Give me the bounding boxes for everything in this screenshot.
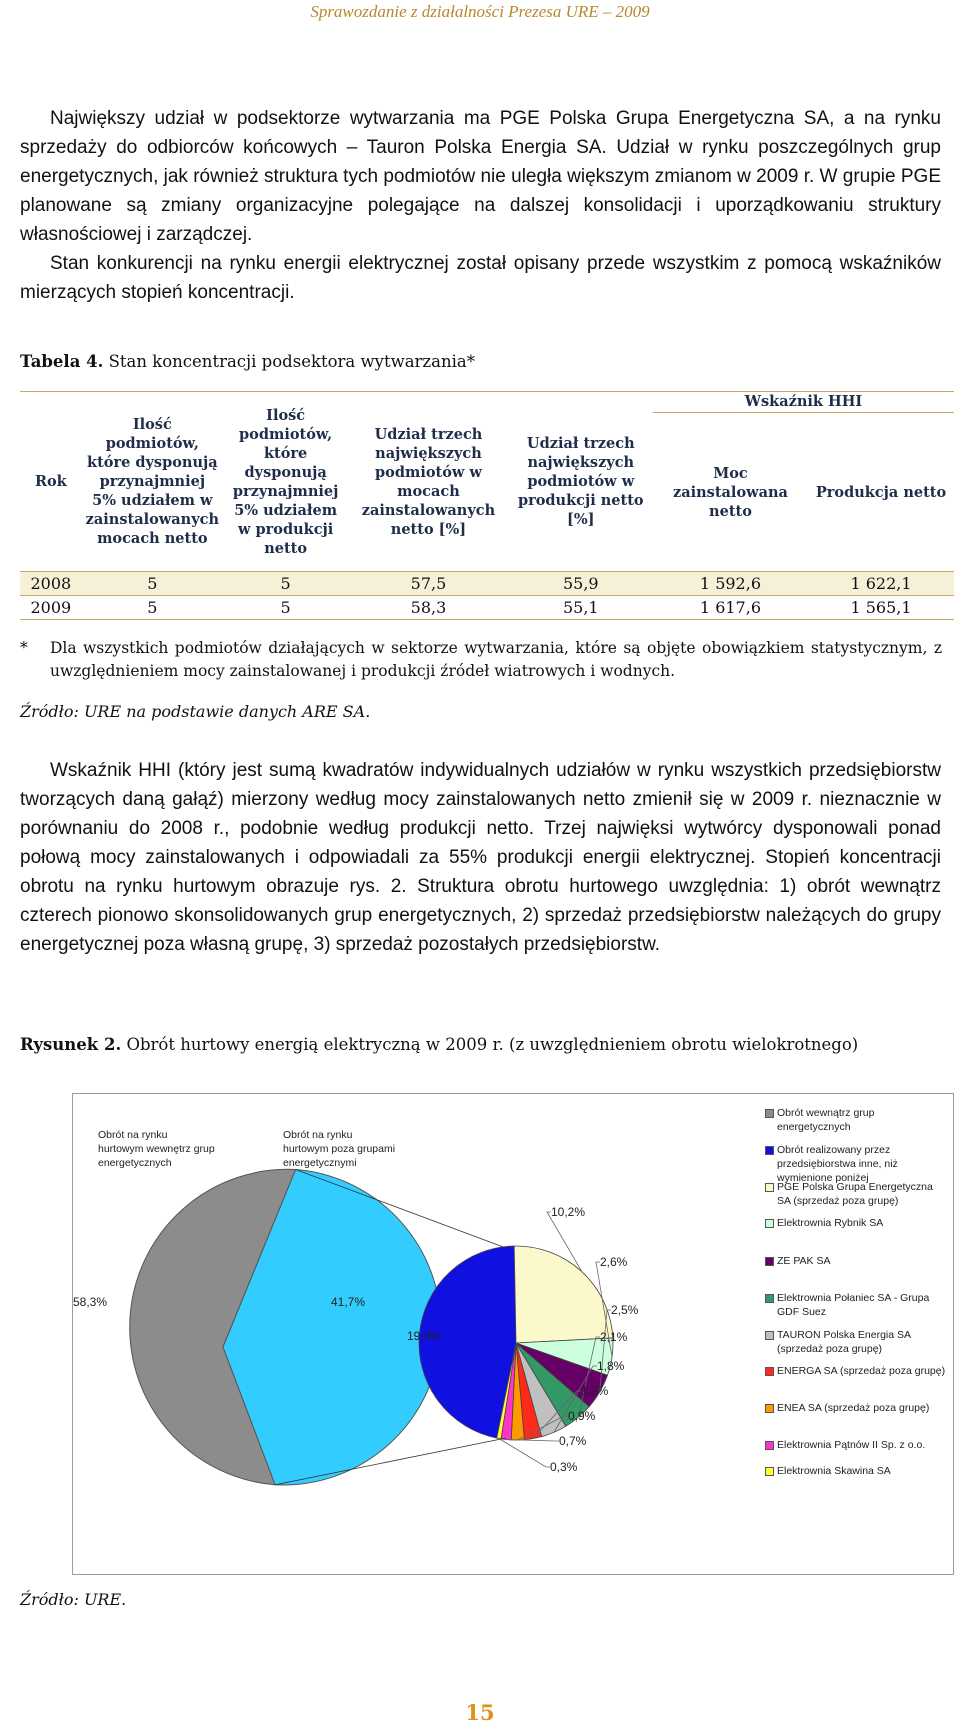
intro-paragraph-2: Stan konkurencji na rynku energii elektrycznej został opisany przede wszystkim z pomocą wskaźników mierzących stopień koncentracji.: [20, 253, 941, 303]
legend-swatch: [765, 1331, 774, 1340]
table-footnote: [20, 637, 942, 683]
legend-item: [777, 1180, 947, 1208]
main-pie-label-outside: 41,7%: [331, 1295, 366, 1309]
legend-label: Elektrownia Pątnów II Sp. z o.o.: [777, 1439, 926, 1451]
header-col1: Ilość podmiotów, które dysponują przynajmniej 5% udziałem w zainstalowanych mocach netto: [82, 392, 223, 572]
legend-swatch: [765, 1367, 774, 1376]
legend-item: [777, 1364, 947, 1378]
sub-pie-label: 0,9%: [568, 1409, 596, 1423]
legend-swatch: [765, 1219, 774, 1228]
cell: 1 617,6: [653, 596, 808, 620]
legend-item: [777, 1291, 947, 1319]
footnote-mark: *: [20, 639, 28, 657]
legend-swatch: [765, 1109, 774, 1118]
main-pie-annotation-outside: Obrót na rynku hurtowym poza grupami energetycznymi: [283, 1129, 396, 1169]
legend-label: Obrót realizowany przez przedsiębiorstwa inne, niż wymienione poniżej: [777, 1144, 898, 1184]
legend-item: [777, 1254, 947, 1268]
table-row: [20, 572, 954, 596]
legend-swatch: [765, 1294, 774, 1303]
body-paragraph: Wskaźnik HHI (który jest sumą kwadratów indywidualnych udziałów w rynku wszystkich przedsiębiorstw tworzących daną gałąź) mierzony według mocy zainstalowanych netto zmienił się w 2009 r. nieznacznie w porównaniu do 2008 r., podobnie według produkcji netto. Trzej najwięksi wytwórcy dysponowali ponad połową mocy zainstalowanych i odpowiadali za 55% produkcji energii elektrycznej. Stopień koncentracji obrotu na rynku hurtowym obrazuje rys. 2. Struktura obrotu hurtowego uwzględnia: 1) obrót wewnątrz czterech pionowo skonsolidowanych grup energetycznych, 2) sprzedaż przedsiębiorstw należących do grupy energetycznej poza własną grupę, 3) sprzedaż pozostałych przedsiębiorstw.: [20, 760, 941, 955]
cell: 5: [82, 596, 223, 620]
legend-label: Obrót wewnątrz grup energetycznych: [777, 1107, 875, 1133]
header-col3: Udział trzech największych podmiotów w mocach zainstalowanych netto [%]: [348, 392, 508, 572]
legend-item: [777, 1328, 947, 1356]
table-header-row: [20, 392, 954, 413]
sub-pie-label: 1,8%: [597, 1359, 625, 1373]
table-caption: [20, 352, 475, 371]
cell: 5: [82, 572, 223, 596]
sub-pie-leader-line: [499, 1438, 550, 1467]
sub-pie-label: 2,6%: [600, 1255, 628, 1269]
cell: 58,3: [348, 596, 508, 620]
cell: 2008: [20, 572, 82, 596]
legend-swatch: [765, 1183, 774, 1192]
legend-swatch: [765, 1467, 774, 1476]
cell: 55,9: [509, 572, 653, 596]
legend-label: ENERGA SA (sprzedaż poza grupę): [777, 1365, 946, 1377]
sub-pie-slice: [514, 1246, 613, 1343]
page-number: 15: [465, 1700, 495, 1725]
sub-pie-label: 2,1%: [600, 1330, 628, 1344]
intro-text: [20, 104, 941, 307]
legend-swatch: [765, 1404, 774, 1413]
sub-pie-label: 0,3%: [550, 1460, 578, 1474]
main-pie-label-within: 58,3%: [73, 1295, 108, 1309]
body-text: [20, 756, 941, 959]
main-pie-annotation-within: Obrót na rynku hurtowym wewnętrz grup energetycznych: [98, 1129, 215, 1169]
running-header: Sprawozdanie z działalności Prezesa URE – 2009: [310, 2, 650, 21]
cell: 2009: [20, 596, 82, 620]
sub-pie-label: 2,5%: [611, 1303, 639, 1317]
legend-label: ZE PAK SA: [777, 1255, 831, 1267]
legend-label: ENEA SA (sprzedaż poza grupę): [777, 1402, 930, 1414]
intro-paragraph-1: Największy udział w podsektorze wytwarzania ma PGE Polska Grupa Energetyczna SA, a na rynku sprzedaży do odbiorców końcowych – Tauron Polska Energia SA. Udział w rynku poszczególnych grup energetycznych, jak również struktura tych podmiotów nie uległa większym zmianom w 2009 r. W grupie PGE planowane są zmiany organizacyjne polegające na dalszej konsolidacji i uporządkowaniu struktury własnościowej i zarządczej.: [20, 108, 941, 245]
legend-item: [777, 1464, 947, 1478]
figure-caption-text: Obrót hurtowy energią elektryczną w 2009 r. (z uwzględnieniem obrotu wielokrotnego): [121, 1035, 859, 1054]
figure-source: Źródło: URE.: [20, 1590, 127, 1609]
legend-swatch: [765, 1441, 774, 1450]
legend-label: Elektrownia Rybnik SA: [777, 1217, 884, 1229]
legend-label: Elektrownia Połaniec SA - Grupa GDF Suez: [777, 1292, 930, 1318]
cell: 57,5: [348, 572, 508, 596]
legend-swatch: [765, 1146, 774, 1155]
wholesale-chart: [72, 1093, 954, 1575]
legend-item: [777, 1401, 947, 1415]
legend-item: [777, 1143, 947, 1185]
figure-caption: [20, 1035, 858, 1054]
table-caption-text: Stan koncentracji podsektora wytwarzania*: [103, 352, 475, 371]
table-row: [20, 596, 954, 620]
cell: 1 622,1: [808, 572, 954, 596]
cell: 5: [223, 572, 348, 596]
header-col4: Udział trzech największych podmiotów w produkcji netto [%]: [509, 392, 653, 572]
table-caption-label: Tabela 4.: [20, 352, 104, 371]
legend-label: Elektrownia Skawina SA: [777, 1465, 891, 1477]
legend-label: TAURON Polska Energia SA (sprzedaż poza grupę): [777, 1329, 911, 1355]
legend-label: PGE Polska Grupa Energetyczna SA (sprzedaż poza grupę): [777, 1181, 933, 1207]
cell: 55,1: [509, 596, 653, 620]
legend-item: [777, 1106, 947, 1134]
legend-item: [777, 1216, 947, 1230]
sub-pie-label: 1,2%: [581, 1384, 609, 1398]
header-rok: Rok: [20, 392, 82, 572]
sub-pie-label: 19,4%: [407, 1329, 442, 1343]
header-col2: Ilość podmiotów, które dysponują przynajmniej 5% udziałem w produkcji netto: [223, 392, 348, 572]
header-hhi-moc: Moc zainstalowana netto: [673, 464, 788, 520]
concentration-table: [20, 391, 954, 620]
cell: 1 592,6: [653, 572, 808, 596]
sub-pie-label: 0,7%: [559, 1434, 587, 1448]
table-source: Źródło: URE na podstawie danych ARE SA.: [20, 702, 371, 721]
footnote-text: Dla wszystkich podmiotów działających w sektorze wytwarzania, które są objęte obowiązkiem statystycznym, z uwzględnieniem mocy zainstalowanej i produkcji źródeł wiatrowych i wodnych.: [50, 639, 942, 680]
sub-pie-label: 10,2%: [551, 1205, 586, 1219]
figure-caption-label: Rysunek 2.: [20, 1035, 122, 1054]
header-hhi-prod: Produkcja netto: [815, 483, 947, 501]
cell: 1 565,1: [808, 596, 954, 620]
cell: 5: [223, 596, 348, 620]
legend-swatch: [765, 1257, 774, 1266]
legend-item: [777, 1438, 947, 1452]
header-hhi: Wskaźnik HHI: [653, 392, 954, 413]
